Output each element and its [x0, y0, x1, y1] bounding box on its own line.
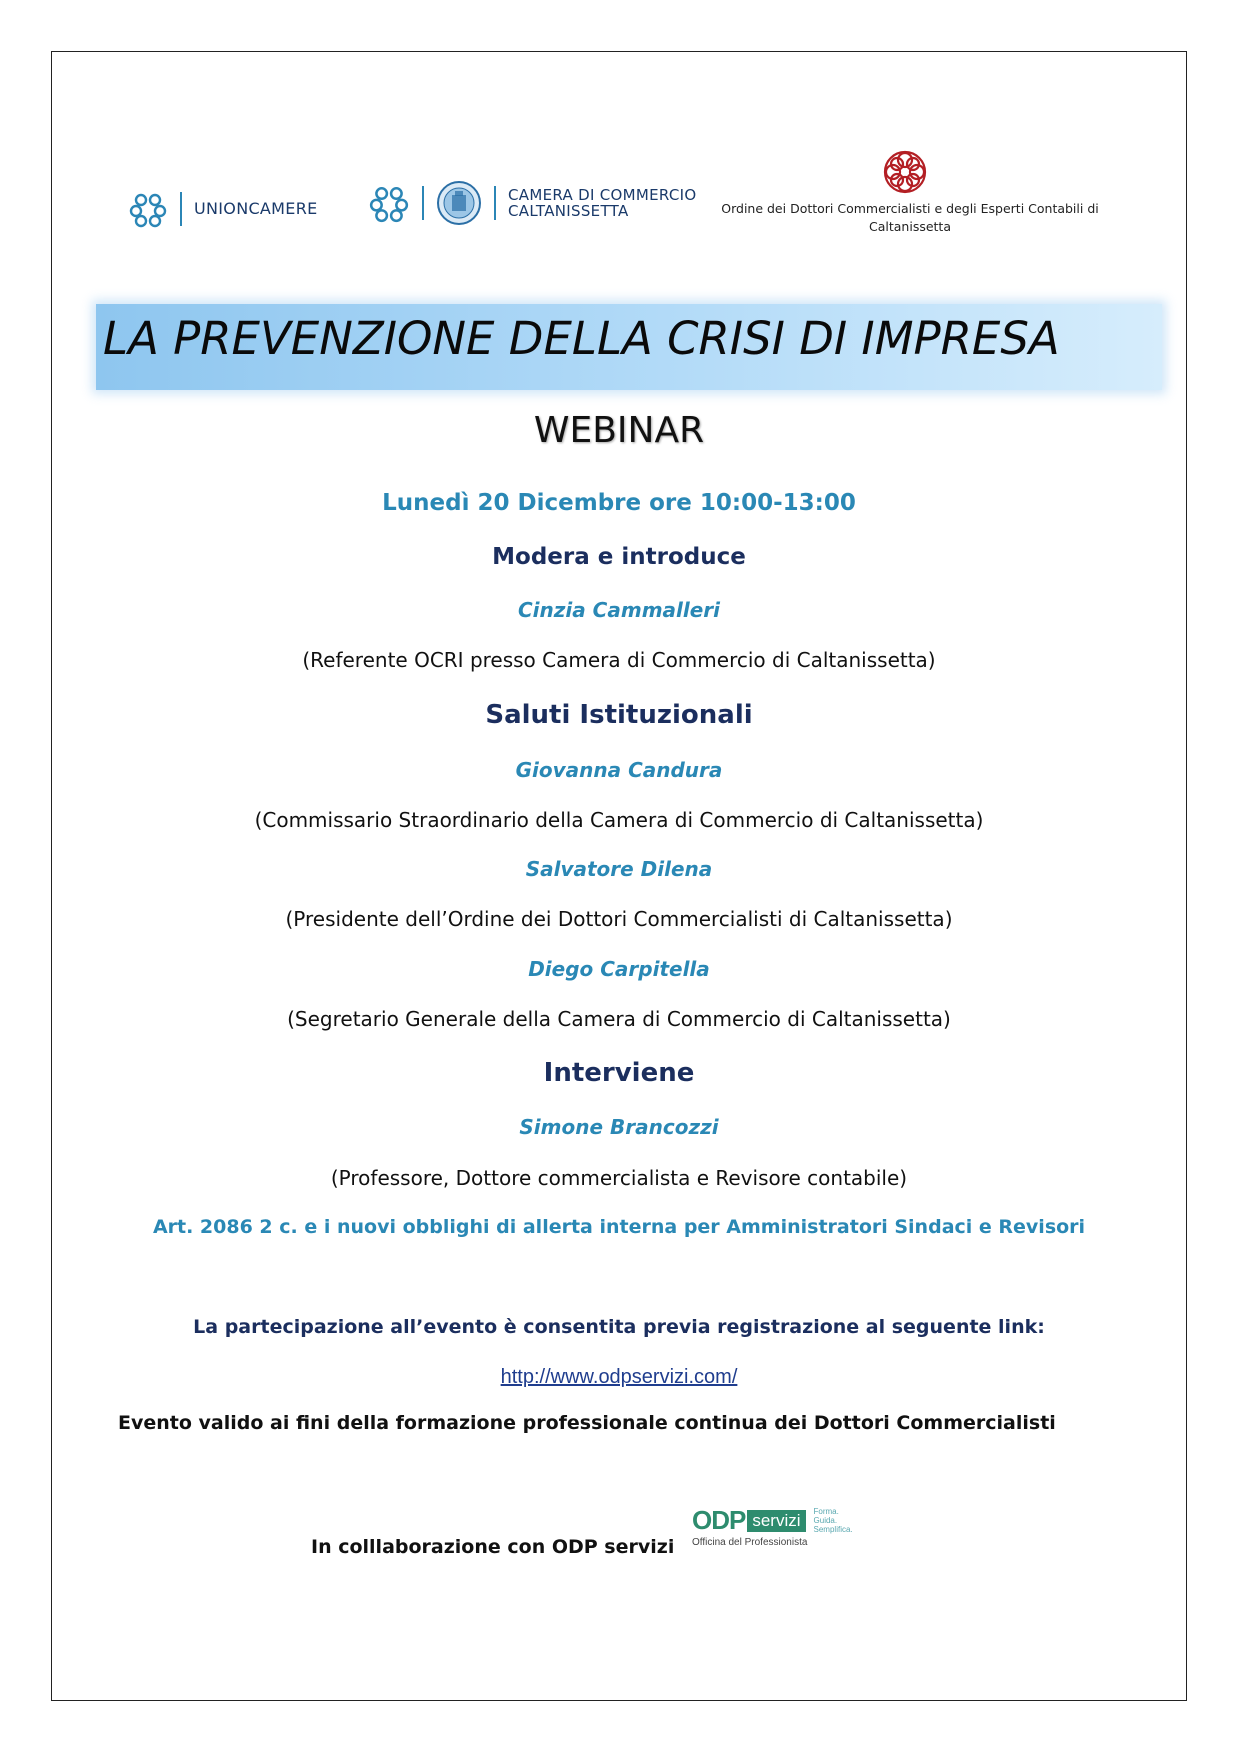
- logo-separator: [494, 186, 496, 220]
- camera-commercio-logo: [368, 180, 696, 226]
- logo-separator: [180, 192, 182, 226]
- odp-motto-1: Forma.: [813, 1507, 839, 1516]
- event-date: Lunedì 20 Dicembre ore 10:00-13:00: [382, 490, 856, 516]
- camera-knot-icon: [368, 182, 410, 224]
- caltanissetta-seal-icon: [436, 180, 482, 226]
- logo-separator: [422, 186, 424, 220]
- unioncamere-label: UNIONCAMERE: [194, 199, 318, 218]
- section-interviene: Interviene: [543, 1058, 695, 1088]
- camera-text: [508, 187, 696, 219]
- unioncamere-knot-icon: [128, 189, 168, 229]
- section-modera: Modera e introduce: [492, 544, 746, 570]
- odp-suffix: servizi: [747, 1510, 805, 1532]
- speaker-name-candura: Giovanna Candura: [515, 758, 723, 782]
- odp-tagline: Officina del Professionista: [692, 1537, 808, 1548]
- speaker-name-carpitella: Diego Carpitella: [528, 957, 710, 981]
- ordine-line2: Caltanissetta: [869, 219, 951, 234]
- speaker-role-candura: (Commissario Straordinario della Camera di Commercio di Caltanissetta): [254, 808, 984, 832]
- odp-logo: [692, 1505, 853, 1548]
- speaker-name-brancozzi: Simone Brancozzi: [519, 1115, 719, 1139]
- speaker-role-carpitella: (Segretario Generale della Camera di Commercio di Caltanissetta): [287, 1007, 951, 1031]
- ordine-emblem-icon: [881, 148, 929, 196]
- odp-brand: ODP: [692, 1505, 746, 1535]
- page-title: LA PREVENZIONE DELLA CRISI DI IMPRESA: [103, 312, 1060, 365]
- odp-motto: [814, 1507, 853, 1534]
- speaker-name-cammalleri: Cinzia Cammalleri: [517, 598, 721, 622]
- credit-note: Evento valido ai fini della formazione professionale continua dei Dottori Commercialisti: [118, 1412, 1056, 1434]
- camera-line2: CALTANISSETTA: [508, 202, 629, 220]
- collaboration-text: In colllaborazione con ODP servizi: [311, 1536, 675, 1558]
- webinar-subtitle: WEBINAR: [533, 410, 705, 451]
- speaker-role-cammalleri: (Referente OCRI presso Camera di Commercio di Caltanissetta): [302, 648, 936, 672]
- registration-text: La partecipazione all’evento è consentita previa registrazione al seguente link:: [193, 1316, 1045, 1338]
- speaker-role-brancozzi: (Professore, Dottore commercialista e Revisore contabile): [330, 1166, 908, 1190]
- speaker-name-dilena: Salvatore Dilena: [525, 857, 713, 881]
- ordine-logo: [700, 148, 1120, 236]
- registration-link[interactable]: http://www.odpservizi.com/: [500, 1366, 738, 1388]
- ordine-line1: Ordine dei Dottori Commercialisti e degli Esperti Contabili di: [721, 201, 1099, 216]
- camera-line1: CAMERA DI COMMERCIO: [508, 186, 697, 204]
- speaker-role-dilena: (Presidente dell’Ordine dei Dottori Commercialisti di Caltanissetta): [285, 907, 953, 931]
- odp-motto-2: Guida.: [813, 1516, 838, 1525]
- odp-motto-3: Semplifica.: [813, 1525, 853, 1534]
- registration-link-wrap: [51, 1364, 1187, 1389]
- topic-line: Art. 2086 2 c. e i nuovi obblighi di allerta interna per Amministratori Sindaci e Revisori: [152, 1216, 1086, 1238]
- unioncamere-logo: [128, 189, 318, 229]
- section-saluti: Saluti Istituzionali: [485, 700, 753, 730]
